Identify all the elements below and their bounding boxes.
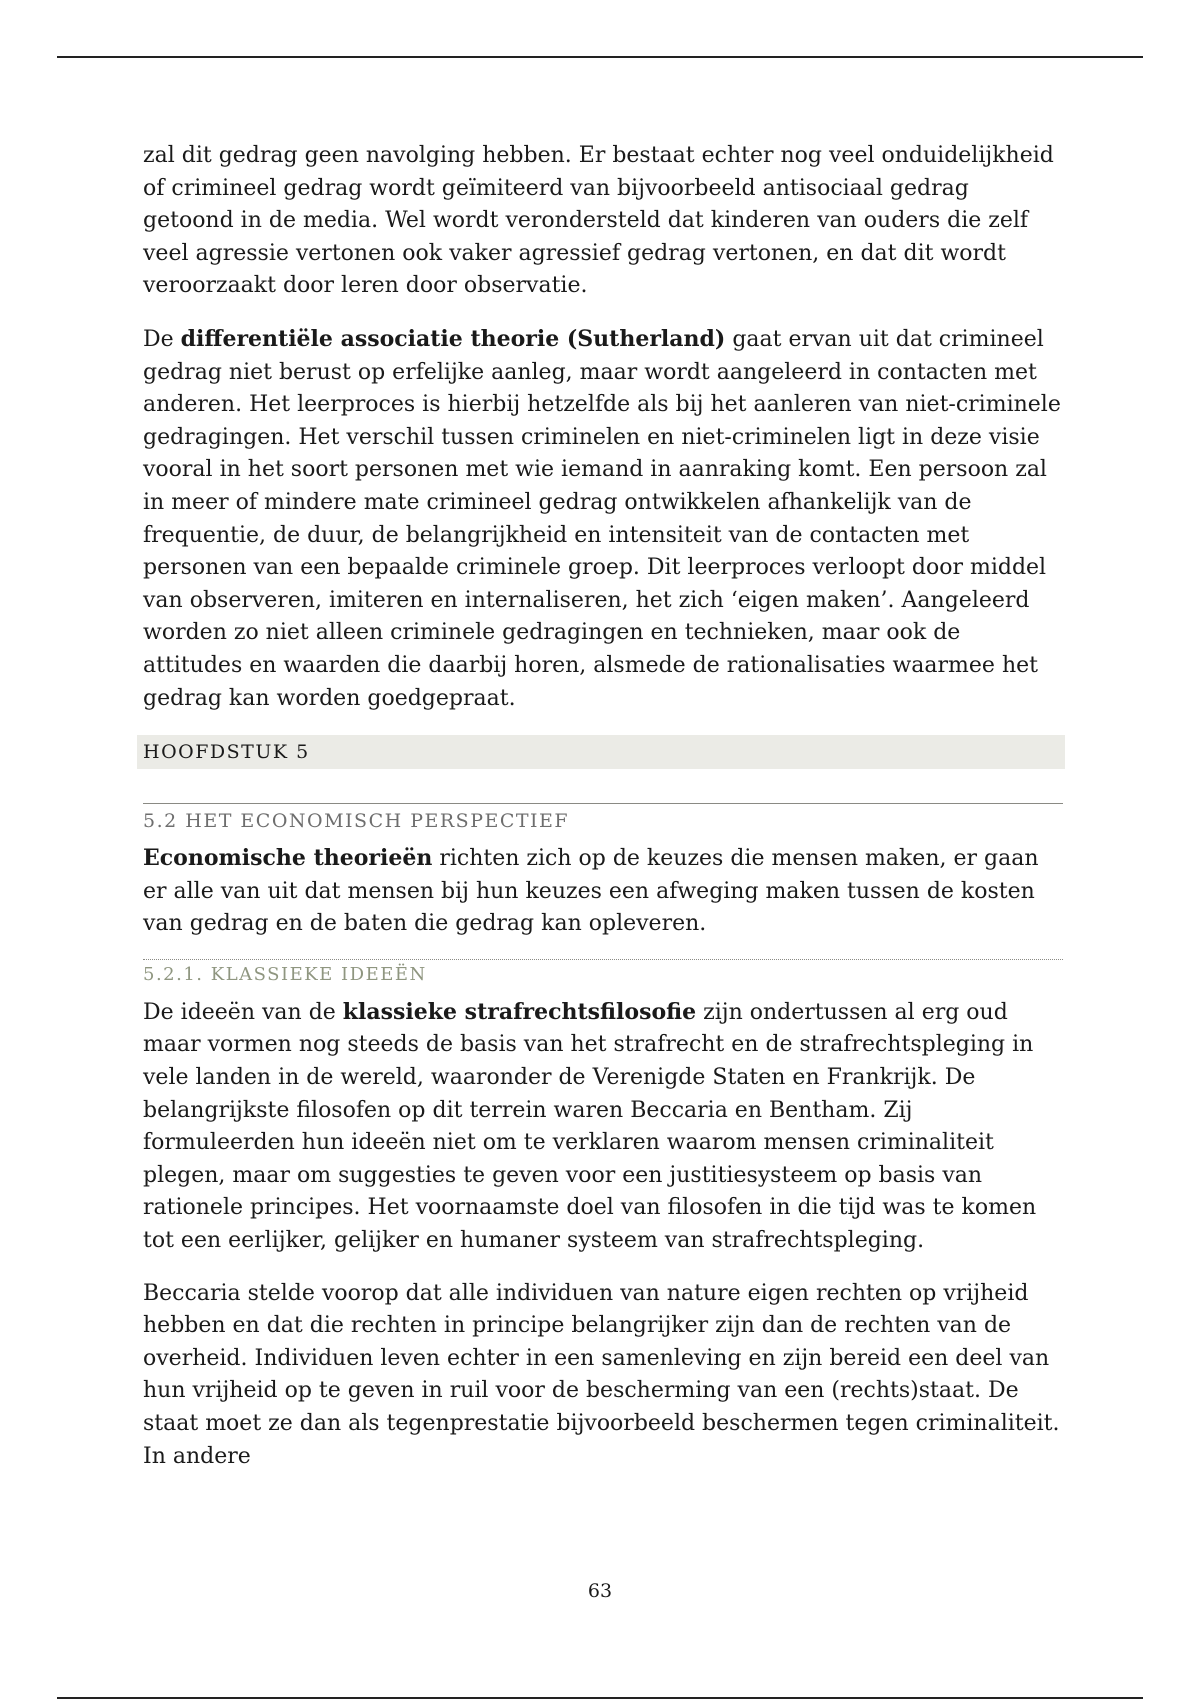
term-differential-association: differentiële associatie theorie (Sutherland) xyxy=(180,325,726,352)
page-number: 63 xyxy=(587,1580,613,1602)
page-content xyxy=(143,140,1063,1493)
bottom-rule xyxy=(57,1697,1143,1699)
paragraph-text: zijn ondertussen al erg oud maar vormen nog steeds de basis van het strafrecht en de strafrechtspleging in vele landen in de wereld, waaronder de Verenigde Staten en Frankrijk. De belangrijkste filosofen op dit terrein waren Beccaria en Bentham. Zij formuleerden hun ideeën niet om te verklaren waarom mensen criminaliteit plegen, maar om suggesties te geven voor een justitiesysteem op basis van rationele principes. Het voornaamste doel van filosofen in die tijd was te komen tot een eerlijker, gelijker en humaner systeem van strafrechtspleging. xyxy=(143,999,1037,1254)
top-rule xyxy=(57,56,1143,58)
term-economic-theories: Economische theorieën xyxy=(143,845,433,872)
paragraph-economic-theories xyxy=(143,842,1063,941)
term-classical-philosophy: klassieke strafrechtsfilosofie xyxy=(342,998,697,1025)
paragraph-text: zal dit gedrag geen navolging hebben. Er bestaat echter nog veel onduidelijkheid of crimineel gedrag wordt geïmiteerd van bijvoorbeeld antisociaal gedrag getoond in de media. Wel wordt verondersteld dat kinderen van ouders die zelf veel agressie vertonen ook vaker agressief gedrag vertonen, en dat dit wordt veroorzaakt door leren door observatie. xyxy=(143,143,1054,299)
paragraph-text: Beccaria stelde voorop dat alle individuen van nature eigen rechten op vrijheid hebben en dat die rechten in principe belangrijker zijn dan de rechten van de overheid. Individuen leven echter in een samenleving en zijn bereid een deel van hun vrijheid op te geven in ruil voor de bescherming van een (rechts)staat. De staat moet ze dan als tegenprestatie bijvoorbeeld beschermen tegen criminaliteit. In andere xyxy=(143,1280,1060,1469)
paragraph-text-lead: De ideeën van de xyxy=(143,999,343,1025)
paragraph-text: gaat ervan uit dat crimineel gedrag niet berust op erfelijke aanleg, maar wordt aangeleerd in contacten met anderen. Het leerproces is hierbij hetzelfde als bij het aanleren van niet-criminele gedragingen. Het verschil tussen criminelen en niet-criminelen ligt in deze visie vooral in het soort personen met wie iemand in aanraking komt. Een persoon zal in meer of mindere mate crimineel gedrag ontwikkelen afhankelijk van de frequentie, de duur, de belangrijkheid en intensiteit van de contacten met personen van een bepaalde criminele groep. Dit leerproces verloopt door middel van observeren, imiteren en internaliseren, het zich ‘eigen maken’. Aangeleerd worden zo niet alleen criminele gedragingen en technieken, maar ook de attitudes en waarden die daarbij horen, alsmede de rationalisaties waarmee het gedrag kan worden goedgepraat. xyxy=(143,326,1061,711)
paragraph-differential-association xyxy=(143,323,1063,715)
paragraph-classical-philosophy xyxy=(143,996,1063,1258)
paragraph-text: richten zich op de keuzes die mensen maken, er gaan er alle van uit dat mensen bij hun keuzes een afweging maken tussen de kosten van gedrag en de baten die gedrag kan opleveren. xyxy=(143,846,1039,937)
section-heading: 5.2 HET ECONOMISCH PERSPECTIEF xyxy=(143,803,1063,834)
subsection-heading: 5.2.1. KLASSIEKE IDEEËN xyxy=(143,959,1063,988)
paragraph-observational-learning xyxy=(143,140,1063,303)
paragraph-beccaria xyxy=(143,1278,1063,1474)
chapter-header: HOOFDSTUK 5 xyxy=(137,735,1065,769)
paragraph-text-lead: De xyxy=(143,326,181,352)
